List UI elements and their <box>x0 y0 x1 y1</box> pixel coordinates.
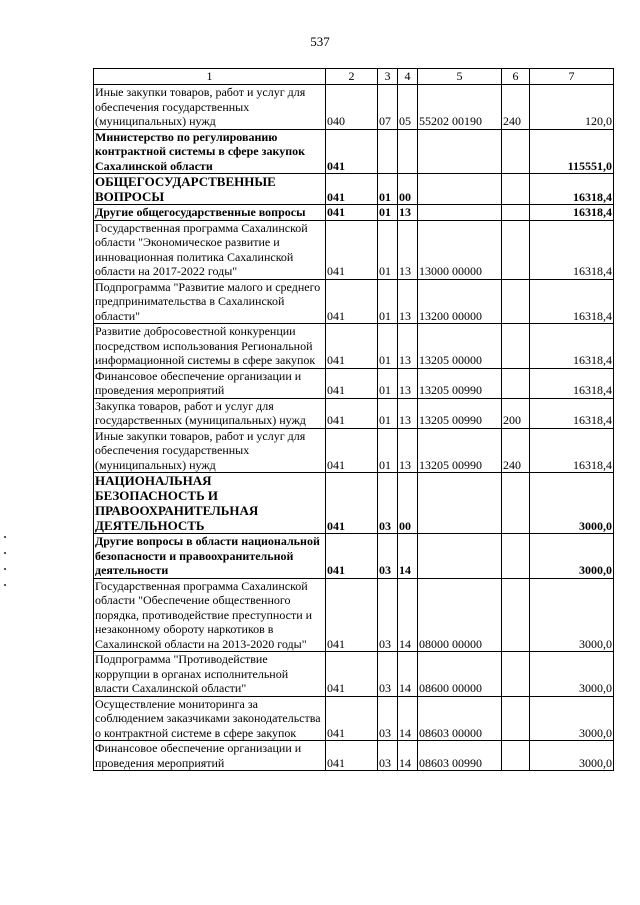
row-name-cell: Подпрограмма "Развитие малого и среднего предпринимательства в Сахалинской области" <box>94 279 326 324</box>
row-expense-type-cell <box>502 129 530 174</box>
row-section-cell: 03 <box>378 473 398 534</box>
row-section-cell: 01 <box>378 174 398 205</box>
row-expense-type-cell <box>502 741 530 771</box>
table-row <box>94 85 614 130</box>
row-subsection-cell: 05 <box>398 85 418 130</box>
row-subsection-cell: 13 <box>398 398 418 428</box>
row-section-cell: 01 <box>378 428 398 473</box>
table-row <box>94 368 614 398</box>
row-name-cell: Министерство по регулированию контрактной системы в сфере закупок Сахалинской области <box>94 129 326 174</box>
row-target-article-cell: 08603 00000 <box>418 696 502 741</box>
row-subsection-cell: 14 <box>398 534 418 579</box>
table-row <box>94 652 614 697</box>
row-expense-type-cell: 240 <box>502 85 530 130</box>
table-row <box>94 578 614 652</box>
row-subsection-cell: 00 <box>398 174 418 205</box>
row-section-cell: 01 <box>378 220 398 279</box>
row-amount-cell: 3000,0 <box>530 652 614 697</box>
row-ved-cell: 040 <box>326 85 378 130</box>
row-subsection-cell: 14 <box>398 741 418 771</box>
header-col-3: 3 <box>378 69 398 85</box>
row-target-article-cell: 13205 00990 <box>418 398 502 428</box>
row-amount-cell: 16318,4 <box>530 428 614 473</box>
header-col-4: 4 <box>398 69 418 85</box>
row-ved-cell: 041 <box>326 578 378 652</box>
row-subsection-cell: 13 <box>398 205 418 221</box>
row-target-article-cell: 55202 00190 <box>418 85 502 130</box>
row-name-cell: Закупка товаров, работ и услуг для государственных (муниципальных) нужд <box>94 398 326 428</box>
row-target-article-cell <box>418 174 502 205</box>
table-row <box>94 428 614 473</box>
row-amount-cell: 120,0 <box>530 85 614 130</box>
row-ved-cell: 041 <box>326 741 378 771</box>
row-ved-cell: 041 <box>326 279 378 324</box>
row-subsection-cell: 14 <box>398 578 418 652</box>
table-row <box>94 174 614 205</box>
row-expense-type-cell <box>502 534 530 579</box>
scan-margin-marks <box>4 536 7 600</box>
table-row <box>94 220 614 279</box>
header-col-2: 2 <box>326 69 378 85</box>
row-name-cell: ОБЩЕГОСУДАРСТВЕННЫЕ ВОПРОСЫ <box>94 174 326 205</box>
row-amount-cell: 16318,4 <box>530 368 614 398</box>
row-section-cell: 03 <box>378 741 398 771</box>
row-target-article-cell: 13205 00990 <box>418 428 502 473</box>
row-ved-cell: 041 <box>326 696 378 741</box>
row-target-article-cell: 13205 00000 <box>418 324 502 369</box>
row-subsection-cell: 00 <box>398 473 418 534</box>
row-name-cell: Иные закупки товаров, работ и услуг для обеспечения государственных (муниципальных) нужд <box>94 85 326 130</box>
page-number: 537 <box>310 34 330 49</box>
row-amount-cell: 16318,4 <box>530 279 614 324</box>
row-expense-type-cell <box>502 220 530 279</box>
row-name-cell: Другие общегосударственные вопросы <box>94 205 326 221</box>
row-ved-cell: 041 <box>326 324 378 369</box>
row-section-cell: 03 <box>378 652 398 697</box>
header-row <box>94 69 614 85</box>
row-subsection-cell: 13 <box>398 279 418 324</box>
row-section-cell: 03 <box>378 534 398 579</box>
row-expense-type-cell: 200 <box>502 398 530 428</box>
row-subsection-cell: 13 <box>398 324 418 369</box>
row-amount-cell: 16318,4 <box>530 398 614 428</box>
header-col-7: 7 <box>530 69 614 85</box>
row-target-article-cell: 13205 00990 <box>418 368 502 398</box>
row-ved-cell: 041 <box>326 174 378 205</box>
row-name-cell: НАЦИОНАЛЬНАЯ БЕЗОПАСНОСТЬ И ПРАВООХРАНИТЕЛЬНАЯ ДЕЯТЕЛЬНОСТЬ <box>94 473 326 534</box>
row-expense-type-cell <box>502 174 530 205</box>
row-name-cell: Государственная программа Сахалинской области "Обеспечение общественного порядка, противодействие преступности и незаконному обороту наркотиков в Сахалинской области на 2013-2020 годы" <box>94 578 326 652</box>
row-target-article-cell <box>418 129 502 174</box>
row-amount-cell: 3000,0 <box>530 696 614 741</box>
table-row <box>94 696 614 741</box>
row-target-article-cell <box>418 534 502 579</box>
table-row <box>94 324 614 369</box>
row-subsection-cell <box>398 129 418 174</box>
row-section-cell: 03 <box>378 578 398 652</box>
row-target-article-cell: 13000 00000 <box>418 220 502 279</box>
row-ved-cell: 041 <box>326 652 378 697</box>
row-amount-cell: 16318,4 <box>530 174 614 205</box>
row-ved-cell: 041 <box>326 473 378 534</box>
table-row <box>94 741 614 771</box>
header-col-1: 1 <box>94 69 326 85</box>
row-section-cell: 01 <box>378 279 398 324</box>
row-expense-type-cell <box>502 696 530 741</box>
row-ved-cell: 041 <box>326 368 378 398</box>
row-section-cell: 01 <box>378 324 398 369</box>
table-row <box>94 279 614 324</box>
header-col-6: 6 <box>502 69 530 85</box>
row-amount-cell: 3000,0 <box>530 578 614 652</box>
table-row <box>94 205 614 221</box>
row-expense-type-cell <box>502 652 530 697</box>
row-name-cell: Подпрограмма "Противодействие коррупции в органах исполнительной власти Сахалинской области" <box>94 652 326 697</box>
header-col-5: 5 <box>418 69 502 85</box>
row-expense-type-cell <box>502 473 530 534</box>
row-name-cell: Развитие добросовестной конкуренции посредством использования Региональной информационной системы в сфере закупок <box>94 324 326 369</box>
row-expense-type-cell <box>502 368 530 398</box>
row-ved-cell: 041 <box>326 398 378 428</box>
row-section-cell <box>378 129 398 174</box>
budget-table <box>93 68 614 771</box>
row-ved-cell: 041 <box>326 534 378 579</box>
row-section-cell: 07 <box>378 85 398 130</box>
row-name-cell: Осуществление мониторинга за соблюдением заказчиками законодательства о контрактной системе в сфере закупок <box>94 696 326 741</box>
row-section-cell: 03 <box>378 696 398 741</box>
row-name-cell: Другие вопросы в области национальной безопасности и правоохранительной деятельности <box>94 534 326 579</box>
row-expense-type-cell <box>502 578 530 652</box>
row-name-cell: Иные закупки товаров, работ и услуг для обеспечения государственных (муниципальных) нужд <box>94 428 326 473</box>
row-name-cell: Финансовое обеспечение организации и проведения мероприятий <box>94 741 326 771</box>
row-target-article-cell: 08603 00990 <box>418 741 502 771</box>
row-target-article-cell: 08600 00000 <box>418 652 502 697</box>
row-ved-cell: 041 <box>326 205 378 221</box>
row-section-cell: 01 <box>378 398 398 428</box>
row-ved-cell: 041 <box>326 428 378 473</box>
row-amount-cell: 3000,0 <box>530 473 614 534</box>
row-amount-cell: 16318,4 <box>530 324 614 369</box>
row-subsection-cell: 13 <box>398 428 418 473</box>
row-amount-cell: 16318,4 <box>530 205 614 221</box>
row-expense-type-cell: 240 <box>502 428 530 473</box>
row-expense-type-cell <box>502 205 530 221</box>
row-amount-cell: 115551,0 <box>530 129 614 174</box>
row-subsection-cell: 13 <box>398 220 418 279</box>
row-target-article-cell: 13200 00000 <box>418 279 502 324</box>
row-subsection-cell: 14 <box>398 696 418 741</box>
row-subsection-cell: 14 <box>398 652 418 697</box>
row-section-cell: 01 <box>378 368 398 398</box>
table-row <box>94 534 614 579</box>
row-ved-cell: 041 <box>326 220 378 279</box>
row-name-cell: Финансовое обеспечение организации и проведения мероприятий <box>94 368 326 398</box>
row-subsection-cell: 13 <box>398 368 418 398</box>
row-amount-cell: 3000,0 <box>530 534 614 579</box>
row-expense-type-cell <box>502 279 530 324</box>
row-section-cell: 01 <box>378 205 398 221</box>
row-target-article-cell <box>418 205 502 221</box>
row-name-cell: Государственная программа Сахалинской области "Экономическое развитие и инновационная политика Сахалинской области на 2017-2022 годы" <box>94 220 326 279</box>
row-amount-cell: 16318,4 <box>530 220 614 279</box>
row-amount-cell: 3000,0 <box>530 741 614 771</box>
table-row <box>94 398 614 428</box>
row-target-article-cell: 08000 00000 <box>418 578 502 652</box>
row-expense-type-cell <box>502 324 530 369</box>
table-row <box>94 129 614 174</box>
row-target-article-cell <box>418 473 502 534</box>
table-row <box>94 473 614 534</box>
row-ved-cell: 041 <box>326 129 378 174</box>
